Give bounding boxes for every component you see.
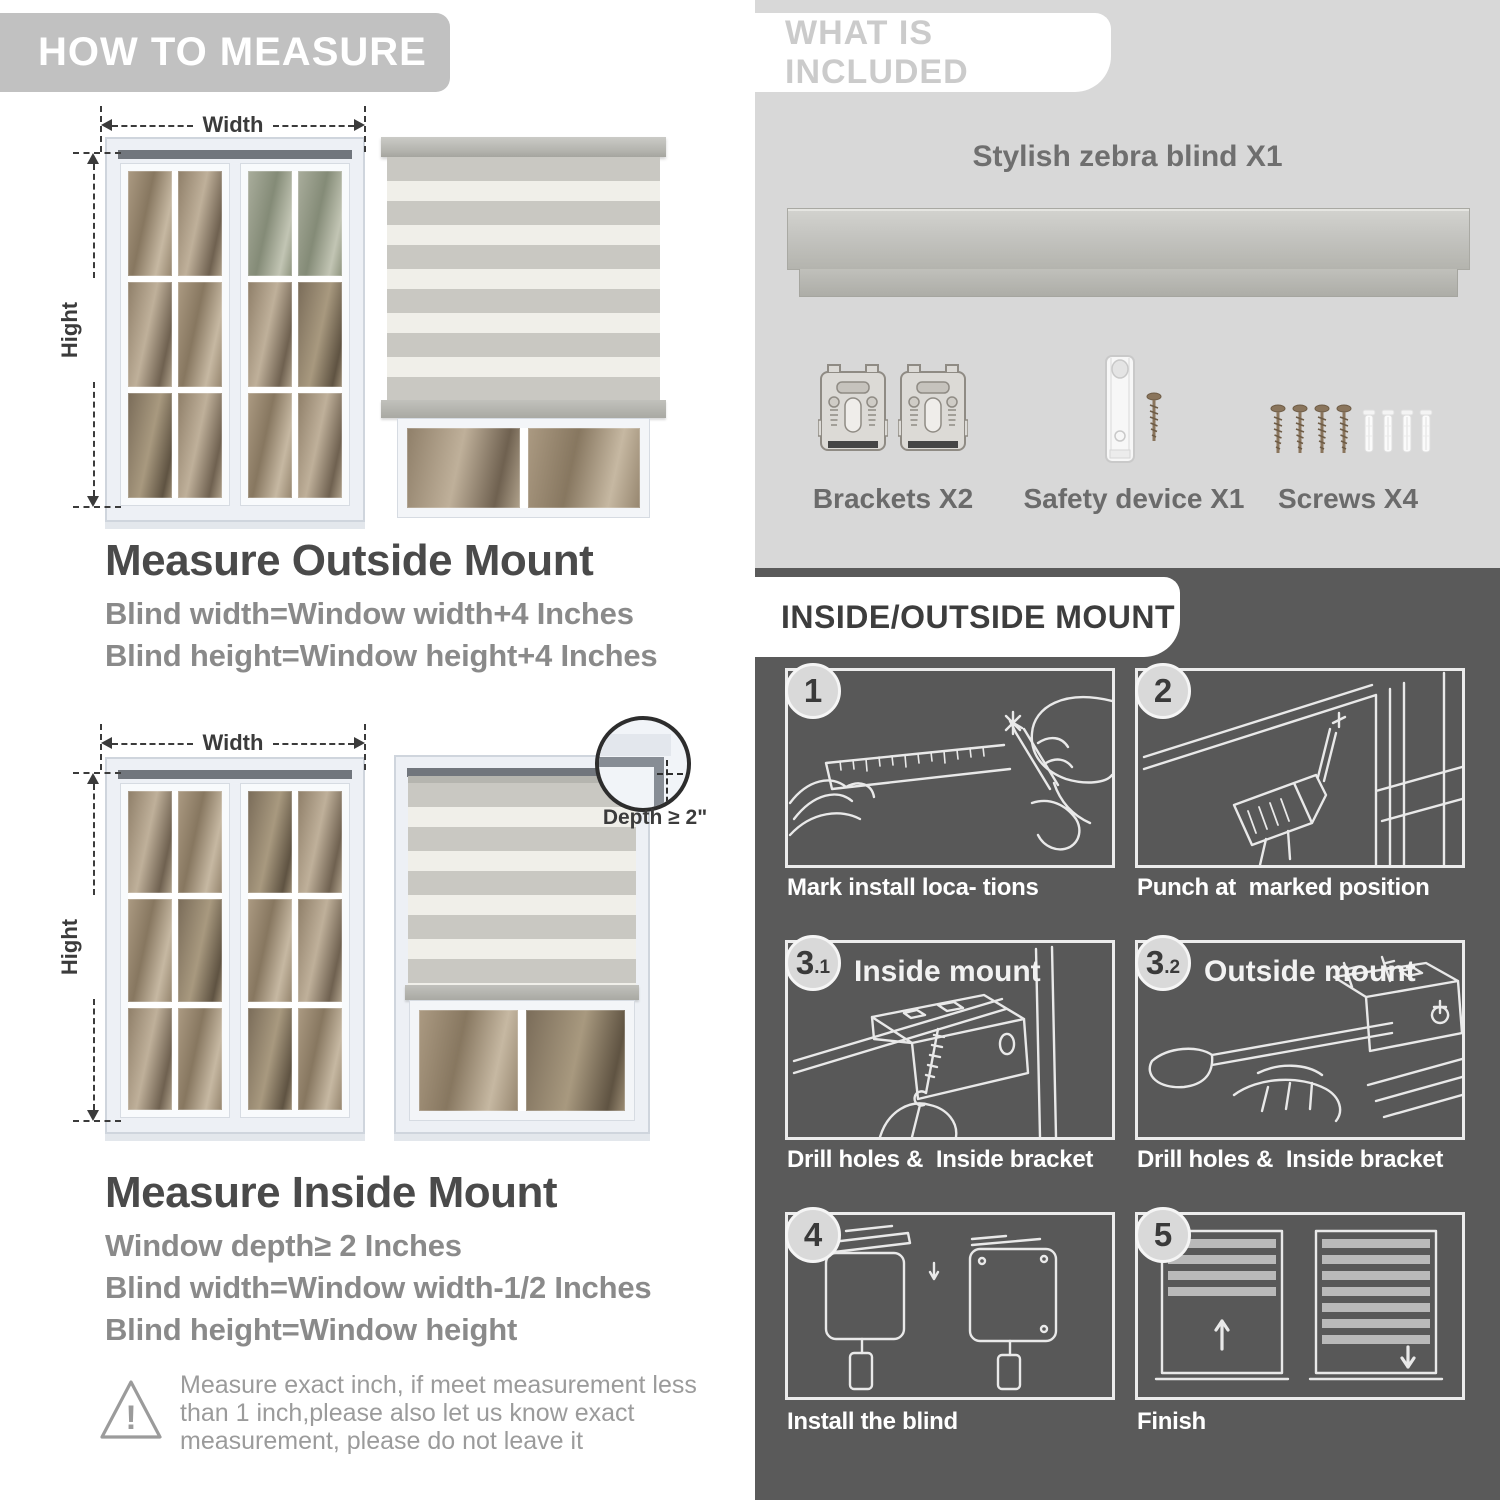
step-panel-4	[785, 1212, 1115, 1400]
how-to-measure-title: HOW TO MEASURE	[38, 30, 427, 74]
blind-cassette	[381, 137, 666, 157]
step-panel-5	[1135, 1212, 1465, 1400]
warning-note-line: than 1 inch,please also let us know exact	[180, 1399, 635, 1427]
mount-title: INSIDE/OUTSIDE MOUNT	[781, 598, 1176, 635]
step-number-badge	[1135, 663, 1191, 719]
height-label: Hight	[57, 918, 82, 976]
window-pane	[128, 791, 172, 893]
step-number: 3	[1145, 944, 1165, 981]
arrow-right-icon	[354, 119, 365, 131]
step-number-badge	[785, 1207, 841, 1263]
window-below-blind	[397, 418, 650, 518]
step-caption: Punch at marked position	[1137, 874, 1430, 901]
warning-note-line: measurement, please do not leave it	[180, 1427, 584, 1455]
what-is-included-title: WHAT IS INCLUDED	[785, 13, 969, 91]
window-pane	[178, 791, 222, 893]
mount-banner	[755, 577, 1180, 657]
width-dimension	[100, 732, 366, 756]
window-sash	[120, 783, 230, 1118]
blind-bottom-rail	[381, 400, 666, 418]
window-pane	[528, 428, 641, 508]
step-number-badge	[1135, 935, 1191, 991]
depth-label: Depth ≥ 2"	[602, 806, 708, 829]
outside-mount-rule-height: Blind height=Window height+4 Inches	[105, 638, 658, 673]
arrow-right-icon	[354, 737, 365, 749]
brackets-label: Brackets X2	[812, 483, 974, 514]
window-pane	[178, 393, 222, 498]
window-pane	[128, 899, 172, 1001]
window-pane	[407, 428, 520, 508]
step-caption: Drill holes & Inside bracket	[787, 1146, 1094, 1173]
outside-mount-step-title: Outside mount	[1204, 955, 1416, 988]
product-label: Stylish zebra blind X1	[972, 140, 1283, 173]
outside-mount-heading: Measure Outside Mount	[105, 536, 594, 585]
window-pane	[248, 1008, 292, 1110]
step-number: 5	[1153, 1216, 1173, 1253]
window-pane	[248, 171, 292, 276]
arrow-down-icon	[87, 1110, 99, 1121]
safety-device-icon	[1104, 354, 1136, 464]
outside-mount-rule-width: Blind width=Window width+4 Inches	[105, 596, 634, 631]
wall-anchor-icon	[1400, 408, 1414, 454]
bracket-icon	[898, 362, 968, 456]
step-number-badge	[785, 935, 841, 991]
screws-label: Screws X4	[1277, 483, 1419, 514]
step-number-badge	[785, 663, 841, 719]
window-head-rail	[118, 770, 352, 779]
arrow-down-icon	[87, 496, 99, 507]
arrow-left-icon	[101, 737, 112, 749]
step-caption: Finish	[1137, 1408, 1206, 1435]
window-pane	[128, 393, 172, 498]
inside-mount-heading: Measure Inside Mount	[105, 1168, 558, 1217]
step-panel-3-1	[785, 940, 1115, 1140]
inside-mount-step-title: Inside mount	[854, 955, 1041, 988]
warning-triangle-icon	[98, 1376, 164, 1444]
window-pane	[248, 282, 292, 387]
window-pane	[298, 1008, 342, 1110]
arrow-left-icon	[101, 119, 112, 131]
window-pane	[248, 393, 292, 498]
window-sash	[240, 783, 350, 1118]
warning-exclamation: !	[125, 1399, 137, 1437]
step-number: 1	[803, 672, 823, 709]
how-to-measure-banner	[0, 13, 450, 92]
width-label: Width	[202, 112, 264, 137]
height-dimension	[57, 152, 106, 508]
window-pane	[298, 171, 342, 276]
window-below-blind	[409, 1000, 635, 1121]
inside-mount-rule-width: Blind width=Window width-1/2 Inches	[105, 1270, 652, 1305]
warning-note-line: Measure exact inch, if meet measurement less	[180, 1371, 697, 1399]
window-head-rail	[118, 150, 352, 159]
step-panel-1	[785, 668, 1115, 868]
step-panel-3-2	[1135, 940, 1465, 1140]
blind-bar-image	[787, 208, 1470, 270]
window-sash	[240, 163, 350, 506]
window-pane	[526, 1010, 625, 1111]
window-pane	[178, 282, 222, 387]
blind-fabric	[387, 157, 660, 400]
screw-icon	[1146, 392, 1162, 446]
bracket-icon	[818, 362, 888, 456]
screw-icon	[1314, 404, 1330, 458]
wall-anchor-icon	[1419, 408, 1433, 454]
blind-bottom-rail	[405, 985, 639, 1000]
arrow-up-icon	[87, 153, 99, 164]
width-label: Width	[202, 730, 264, 755]
safety-device-label: Safety device X1	[1023, 483, 1245, 514]
step-number: 2	[1153, 672, 1173, 709]
step-caption: Mark install loca- tions	[787, 874, 1039, 901]
height-label: Hight	[57, 301, 82, 359]
screw-icon	[1270, 404, 1286, 458]
inside-mount-rule-depth: Window depth≥ 2 Inches	[105, 1228, 462, 1263]
wall-anchor-icon	[1362, 408, 1376, 454]
step-caption: Drill holes & Inside bracket	[1137, 1146, 1444, 1173]
screw-icon	[1292, 404, 1308, 458]
window-pane	[248, 899, 292, 1001]
window-pane	[298, 899, 342, 1001]
window-pane	[419, 1010, 518, 1111]
step-number: 4	[803, 1216, 823, 1253]
step-subnumber: .2	[1164, 957, 1181, 978]
arrow-up-icon	[87, 773, 99, 784]
height-dimension	[57, 772, 106, 1122]
window-pane	[298, 282, 342, 387]
width-dimension	[100, 114, 366, 138]
inside-mount-rule-height: Blind height=Window height	[105, 1312, 518, 1347]
wall-anchor-icon	[1381, 408, 1395, 454]
magnifier-icon	[595, 716, 691, 812]
zebra-blind-illustration-outside	[381, 137, 666, 518]
window-pane	[178, 1008, 222, 1110]
window-pane	[248, 791, 292, 893]
blind-bar-lower	[799, 269, 1458, 297]
step-number: 3	[795, 944, 815, 981]
step-panel-2	[1135, 668, 1465, 868]
window-pane	[298, 791, 342, 893]
screw-icon	[1336, 404, 1352, 458]
window-sash	[120, 163, 230, 506]
step-subnumber: .1	[814, 957, 831, 978]
step-number-badge	[1135, 1207, 1191, 1263]
window-pane	[128, 171, 172, 276]
window-illustration-inside	[105, 757, 365, 1134]
what-is-included-banner	[755, 13, 1111, 92]
window-pane	[178, 899, 222, 1001]
window-pane	[128, 1008, 172, 1110]
window-pane	[298, 393, 342, 498]
window-pane	[178, 171, 222, 276]
step-caption: Install the blind	[787, 1408, 958, 1435]
window-pane	[128, 282, 172, 387]
window-illustration-outside	[105, 137, 365, 522]
